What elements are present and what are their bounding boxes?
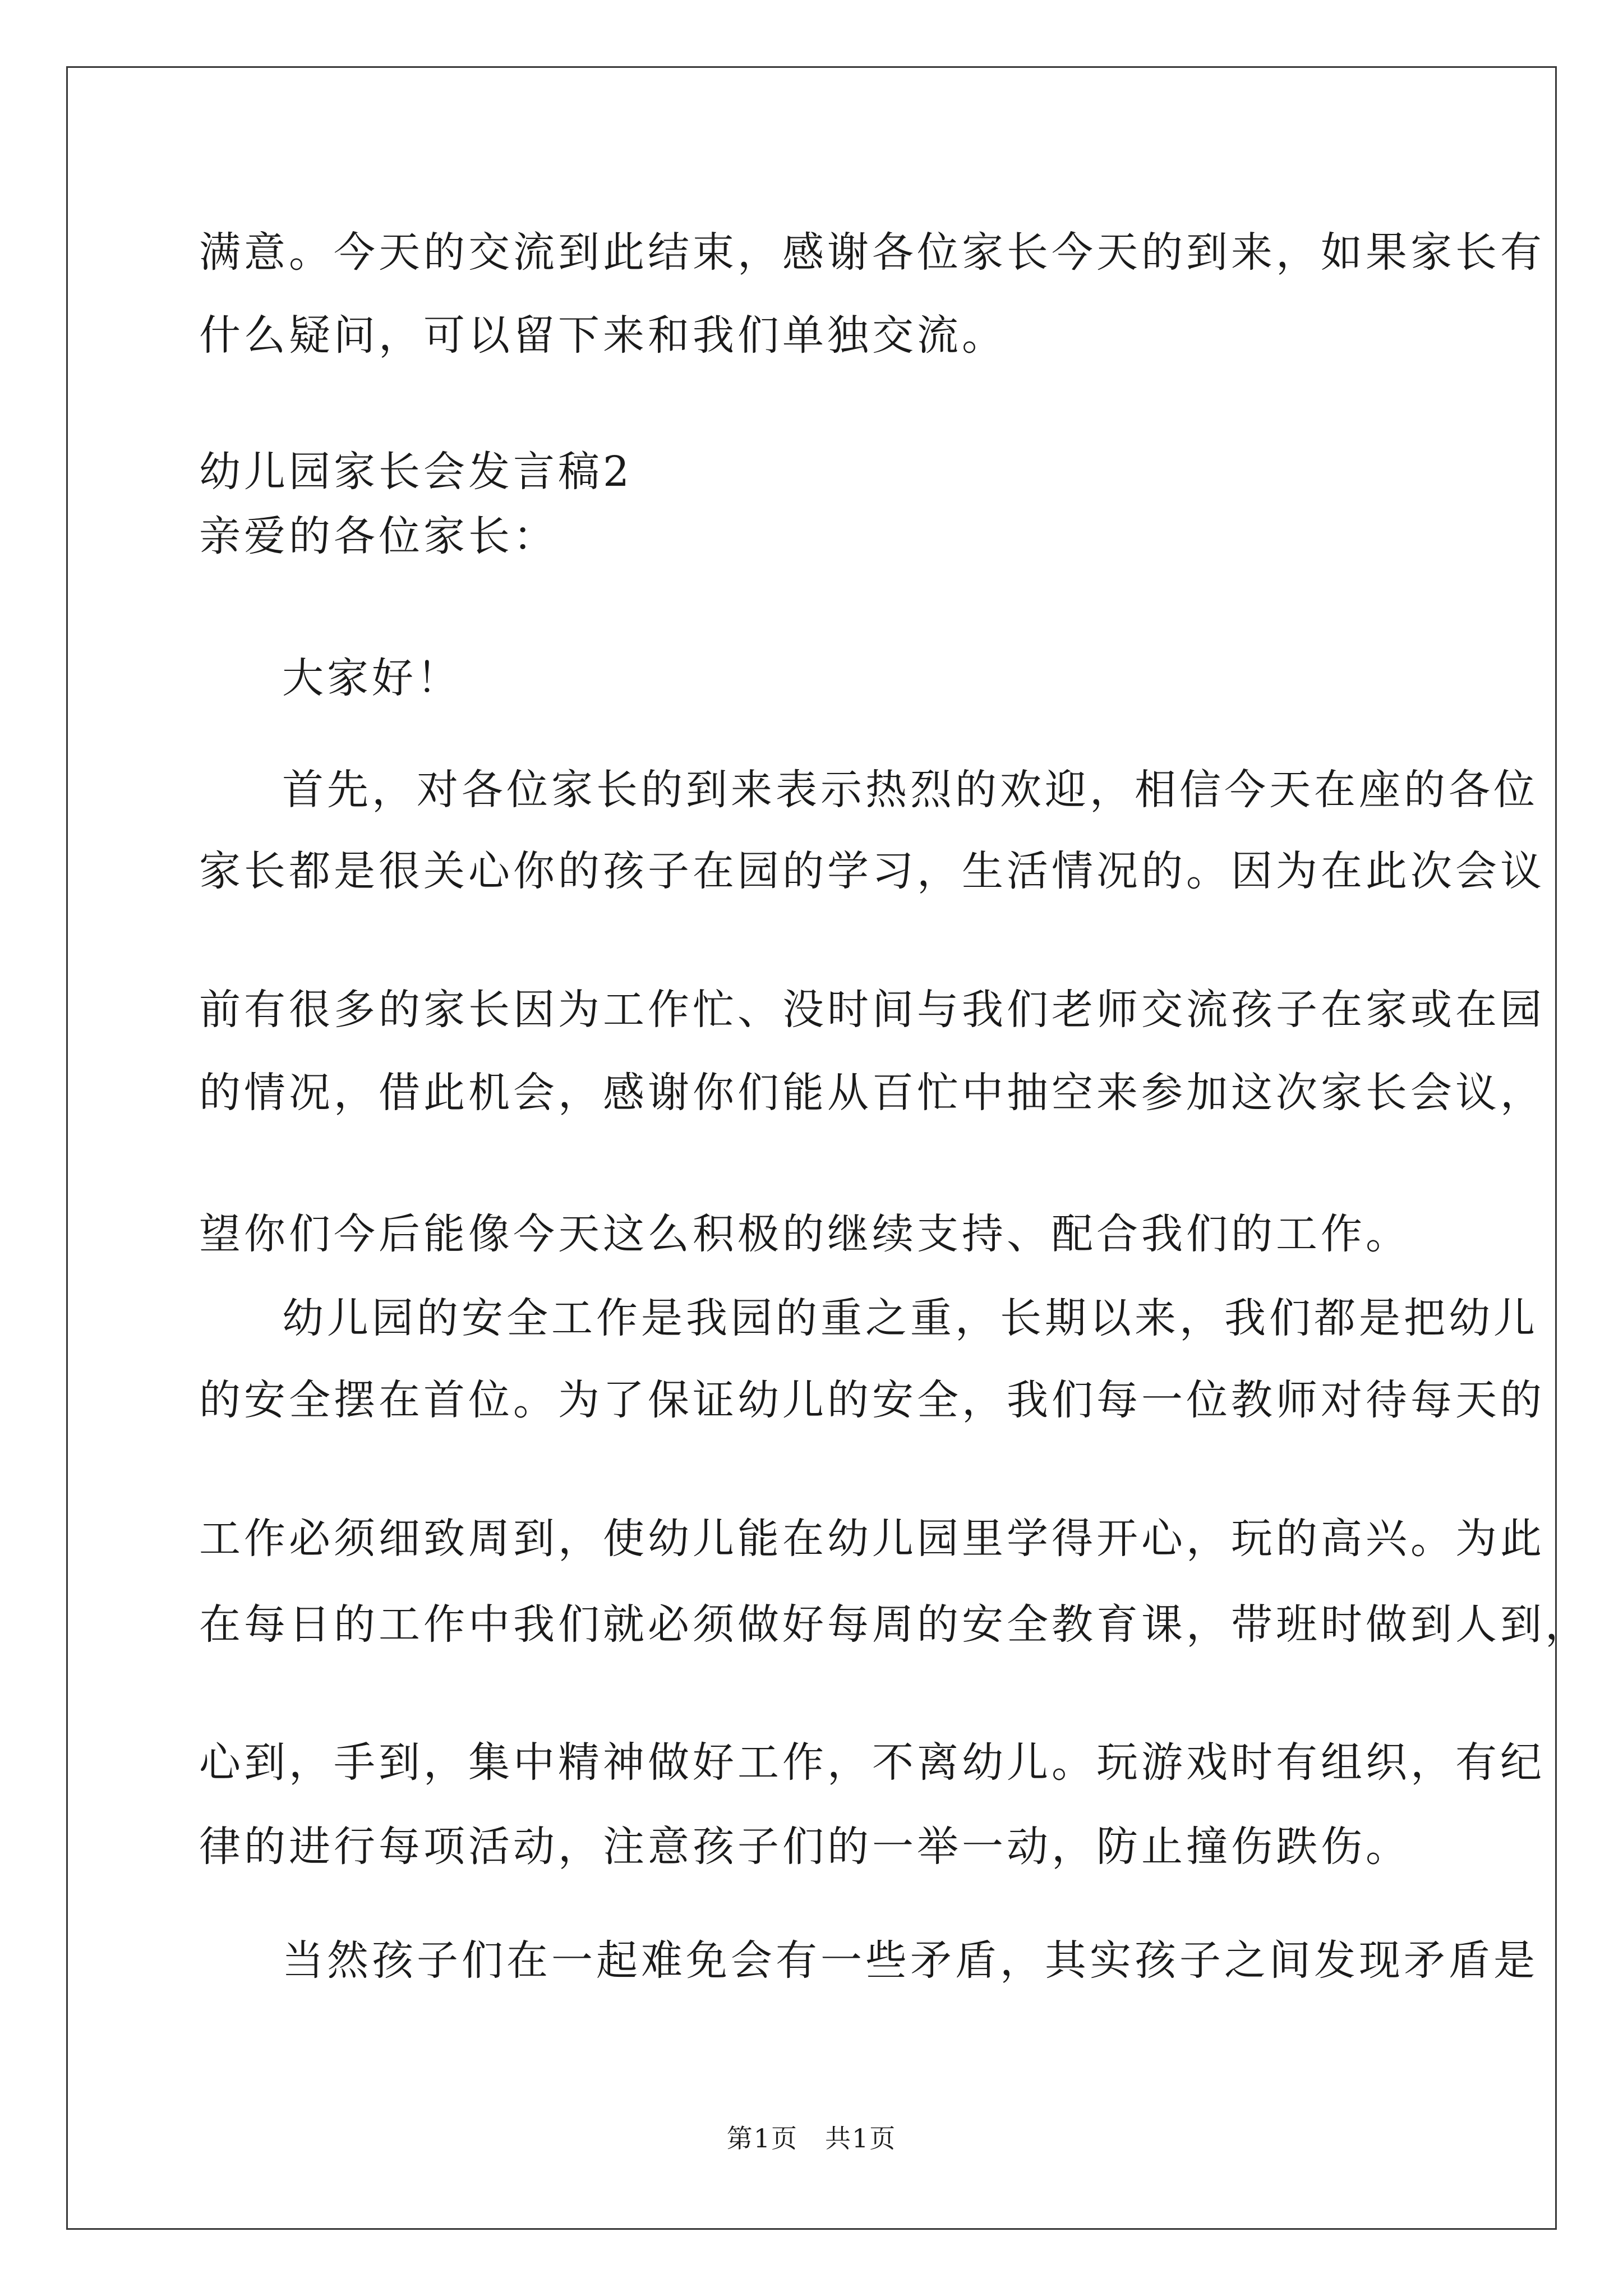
text-line-12: 的安全摆在首位。为了保证幼儿的安全，我们每一位教师对待每天的 bbox=[199, 1376, 1545, 1424]
page-footer: 第1页 共1页 bbox=[726, 2123, 897, 2154]
text-line-7: 家长都是很关心你的孩子在园的学习，生活情况的。因为在此次会议 bbox=[199, 847, 1545, 895]
text-line-14: 在每日的工作中我们就必须做好每周的安全教育课，带班时做到人到， bbox=[199, 1600, 1590, 1649]
text-line-2: 什么疑问，可以留下来和我们单独交流。 bbox=[199, 311, 1007, 360]
text-line-17: 当然孩子们在一起难免会有一些矛盾，其实孩子之间发现矛盾是 bbox=[282, 1936, 1538, 1985]
text-line-9: 的情况，借此机会，感谢你们能从百忙中抽空来参加这次家长会议， bbox=[199, 1069, 1545, 1117]
text-line-6: 首先，对各位家长的到来表示热烈的欢迎，相信今天在座的各位 bbox=[282, 766, 1538, 814]
text-line-1: 满意。今天的交流到此结束，感谢各位家长今天的到来，如果家长有 bbox=[199, 228, 1545, 277]
salutation: 亲爱的各位家长： bbox=[199, 512, 558, 560]
text-line-8: 前有很多的家长因为工作忙、没时间与我们老师交流孩子在家或在园 bbox=[199, 986, 1545, 1034]
text-line-10: 望你们今后能像今天这么积极的继续支持、配合我们的工作。 bbox=[199, 1210, 1410, 1258]
text-line-16: 律的进行每项活动，注意孩子们的一举一动，防止撞伤跌伤。 bbox=[199, 1823, 1410, 1871]
greeting: 大家好！ bbox=[282, 654, 462, 702]
text-line-13: 工作必须细致周到，使幼儿能在幼儿园里学得开心，玩的高兴。为此 bbox=[199, 1515, 1545, 1563]
text-line-15: 心到，手到，集中精神做好工作，不离幼儿。玩游戏时有组织，有纪 bbox=[199, 1738, 1545, 1787]
section-title: 幼儿园家长会发言稿2 bbox=[199, 448, 633, 496]
page-border bbox=[66, 66, 1557, 2230]
text-line-11: 幼儿园的安全工作是我园的重之重，长期以来，我们都是把幼儿 bbox=[282, 1294, 1538, 1342]
